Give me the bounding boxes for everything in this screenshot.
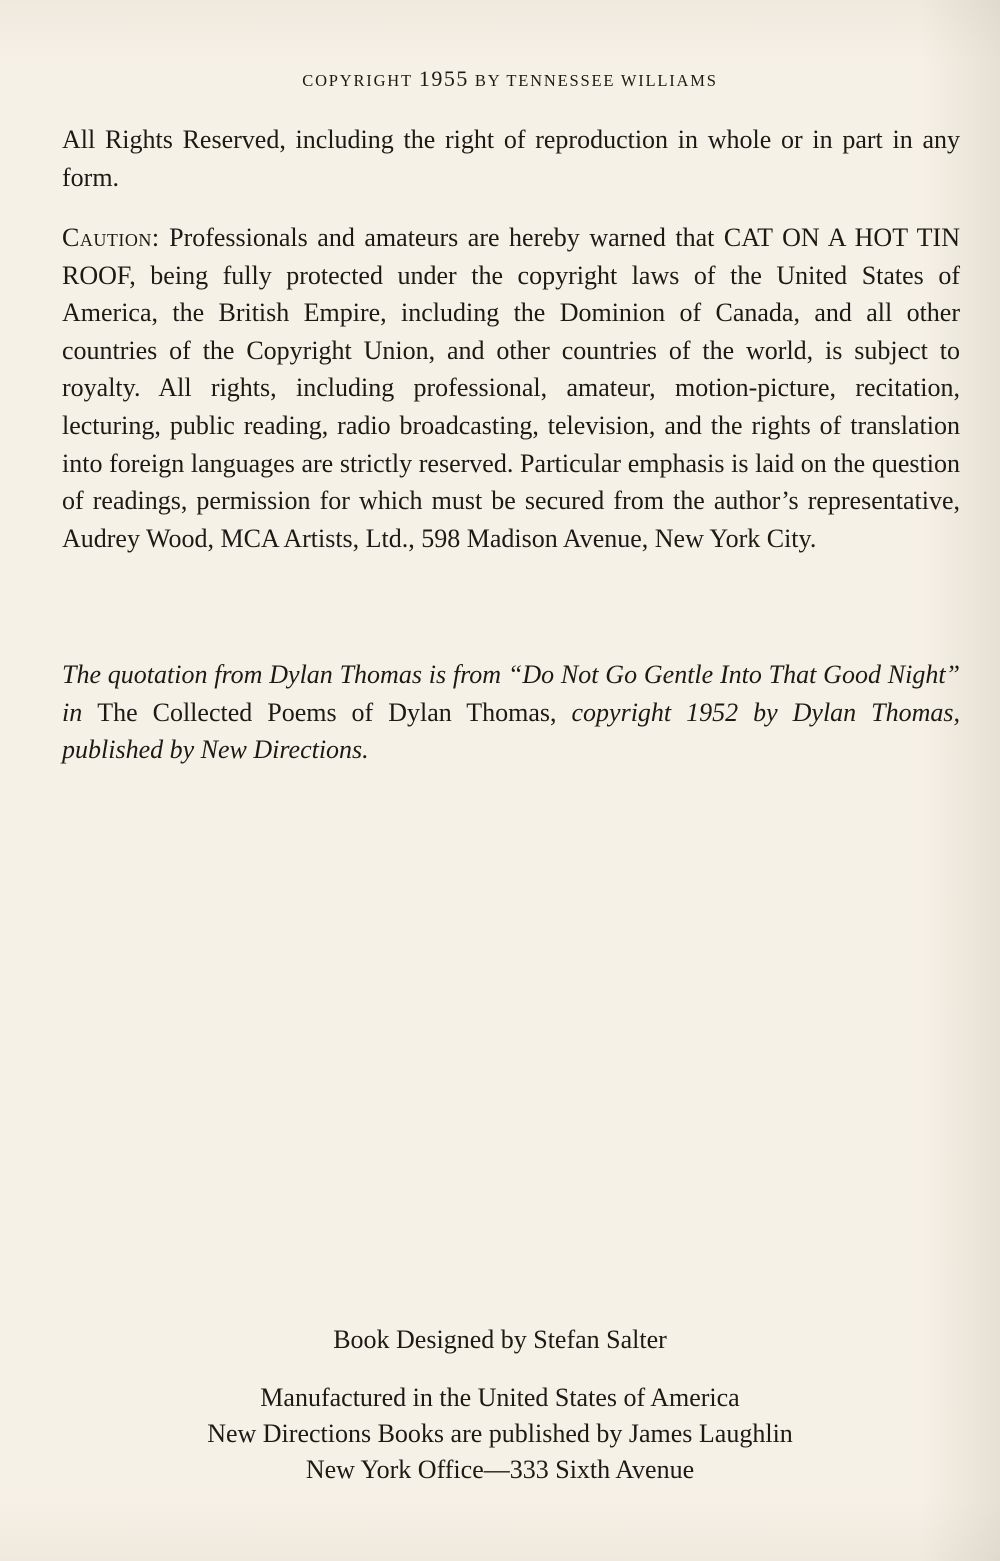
book-designer-credit: Book Designed by Stefan Salter xyxy=(333,1325,667,1354)
caution-paragraph xyxy=(62,219,960,557)
copyright-year: 1955 xyxy=(418,66,469,91)
colophon xyxy=(0,1380,1000,1488)
colophon-manufactured: Manufactured in the United States of America xyxy=(260,1383,740,1412)
colophon-publisher: New Directions Books are published by James Laughlin xyxy=(207,1419,793,1448)
copyright-word: COPYRIGHT xyxy=(302,71,413,90)
caution-label: Caution: xyxy=(62,223,160,252)
copyright-author: BY TENNESSEE WILLIAMS xyxy=(474,71,718,90)
quotation-book-title: The Collected Poems of Dylan Thomas, xyxy=(97,697,557,727)
rights-paragraph: All Rights Reserved, including the right of reproduction in whole or in part in any form. xyxy=(62,125,960,192)
caution-text: Professionals and amateurs are hereby warned that CAT ON A HOT TIN ROOF, being fully protected under the copyright laws of the United States of America, the British Empire, including the Dominion of Canada, and all other countries of the Copyright Union, and other countries of the world, is subject to royalty. All rights, including professional, amateur, motion-picture, recitation, lecturing, public reading, radio broadcasting, television, and the rights of translation into foreign languages are strictly reserved. Particular emphasis is laid on the question of readings, permission for which must be secured from the author’s representative, Audrey Wood, MCA Artists, Ltd., 598 Madison Avenue, New York City. xyxy=(62,223,960,553)
copyright-line xyxy=(0,66,1000,92)
colophon-office: New York Office—333 Sixth Avenue xyxy=(305,1455,695,1484)
quotation-paragraph xyxy=(62,656,960,769)
quotation-text-part2: copyright 1952 by Dylan Thomas, published by New Directions. xyxy=(62,697,961,765)
quotation-text-part1: The quotation from Dylan Thomas is from “Do Not Go Gentle Into That Good Night” in xyxy=(62,660,960,727)
